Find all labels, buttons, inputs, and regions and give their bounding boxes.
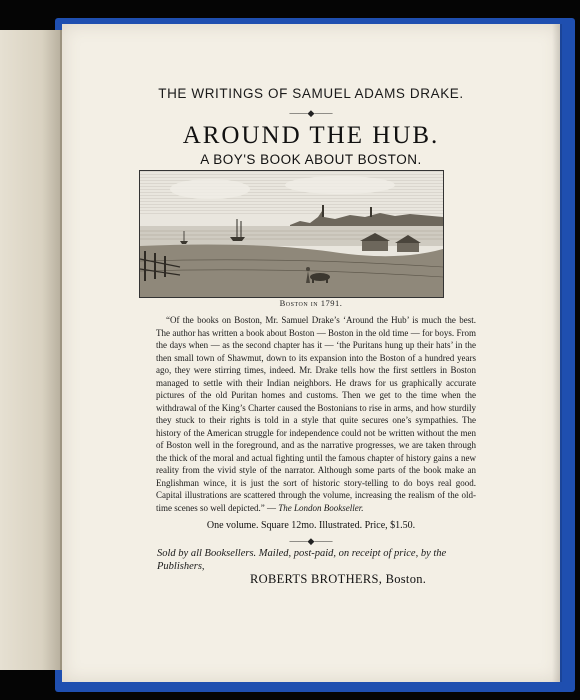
review-source: The London Bookseller. bbox=[278, 502, 364, 513]
page-edge-shadow bbox=[552, 24, 562, 682]
book-title: AROUND THE HUB. bbox=[182, 122, 440, 149]
boston-engraving-illustration bbox=[139, 170, 444, 298]
ornament-divider: ——◆—— bbox=[289, 108, 333, 118]
ornament-divider-2: ——◆—— bbox=[289, 536, 333, 546]
engraving-image bbox=[140, 171, 443, 297]
review-text: “Of the books on Boston, Mr. Samuel Drake’s ‘Around the Hub’ is much the best. The author has written a book about Boston — Boston in the old time — for boys. From the days when — as the second chapter has it — ‘the Puritans hung up their hats’ in the then small town of Shawmut, down to its expansion into the Boston of a hundred years ago, they were stirring times, indeed. Mr. Drake tells how the first settlers in Boston managed to settle with their Indian neighbors. He draws for us graphically accurate pictures of the old Puritan homes and customs. Then we get to the time when the withdrawal of the King’s Charter caused the Bostonians to rise in arms, and how sturdily they stuck to their rights is told in a style that quite secures one’s sympathies. The history of the American struggle for independence could not be written without the men of Boston well in the foreground, and as the narrative progresses, we are taken through the thick of the moral and actual fighting until the famous chapter of history gains a new reality from the vivid style of the narrator. Although some parts of the book make an Englishman wince, it is just the sort of historic story-telling to do boys real good. Capital illustrations are scattered through the volume, increasing the realism of the old-time scenes so well depicted.” bbox=[156, 315, 476, 513]
book-page bbox=[62, 24, 560, 682]
book-subtitle: A BOY'S BOOK ABOUT BOSTON. bbox=[200, 152, 422, 167]
illustration-caption: Boston in 1791. bbox=[279, 298, 343, 308]
left-page-edge bbox=[0, 30, 62, 670]
publisher-name: ROBERTS BROTHERS, Boston. bbox=[250, 572, 427, 586]
series-title: THE WRITINGS OF SAMUEL ADAMS DRAKE. bbox=[158, 86, 464, 101]
review-paragraph bbox=[156, 314, 476, 514]
edition-details: One volume. Square 12mo. Illustrated. Price, $1.50. bbox=[206, 520, 416, 531]
sold-by-note: Sold by all Booksellers. Mailed, post-paid, on receipt of price, by the Publishers, bbox=[157, 548, 447, 572]
review-attrib-dash: — bbox=[264, 502, 279, 513]
